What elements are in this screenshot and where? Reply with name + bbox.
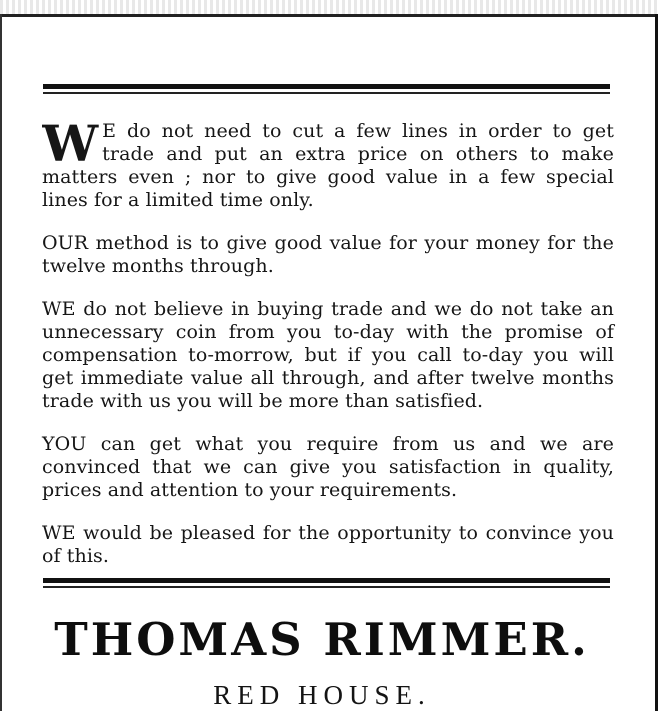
paragraph-requirements xyxy=(42,433,614,502)
advert-body xyxy=(42,120,614,588)
paragraph-lead-word: OUR xyxy=(42,232,89,254)
paragraph-closing xyxy=(42,522,614,568)
paragraph-requirements-text: can get what you require from us and we are convinced that we can give you satisfaction in quality, prices and attention to your requirements. xyxy=(42,433,614,501)
business-name: THOMAS RIMMER. xyxy=(54,613,590,666)
paragraph-intro-text: E do not need to cut a few lines in order to get trade and put an extra price on others to make matters even ; nor to give good value in a few special lines for a limited time only. xyxy=(42,120,614,211)
top-double-rule xyxy=(43,84,610,94)
paragraph-closing-text: would be pleased for the opportunity to convince you of this. xyxy=(42,522,614,567)
left-column-rule xyxy=(0,14,2,711)
paragraph-method-text: method is to give good value for your money for the twelve months through. xyxy=(42,232,614,277)
drop-cap: W xyxy=(42,120,97,173)
paragraph-lead-word: YOU xyxy=(42,433,87,455)
paragraph-lead-word: WE xyxy=(42,522,76,544)
paragraph-intro xyxy=(42,120,614,212)
top-border xyxy=(0,0,658,17)
bottom-double-rule xyxy=(43,578,610,588)
paragraph-method xyxy=(42,232,614,278)
business-location: RED HOUSE. xyxy=(213,680,431,710)
paragraph-trade-text: do not believe in buying trade and we do not take an unnecessary coin from you to-day with the promise of compensation to-morrow, but if you call to-day you will get immediate value all through, and after twelve months trade with us you will be more than satisfied. xyxy=(42,298,614,412)
paragraph-lead-word: WE xyxy=(42,298,76,320)
paragraph-trade xyxy=(42,298,614,413)
